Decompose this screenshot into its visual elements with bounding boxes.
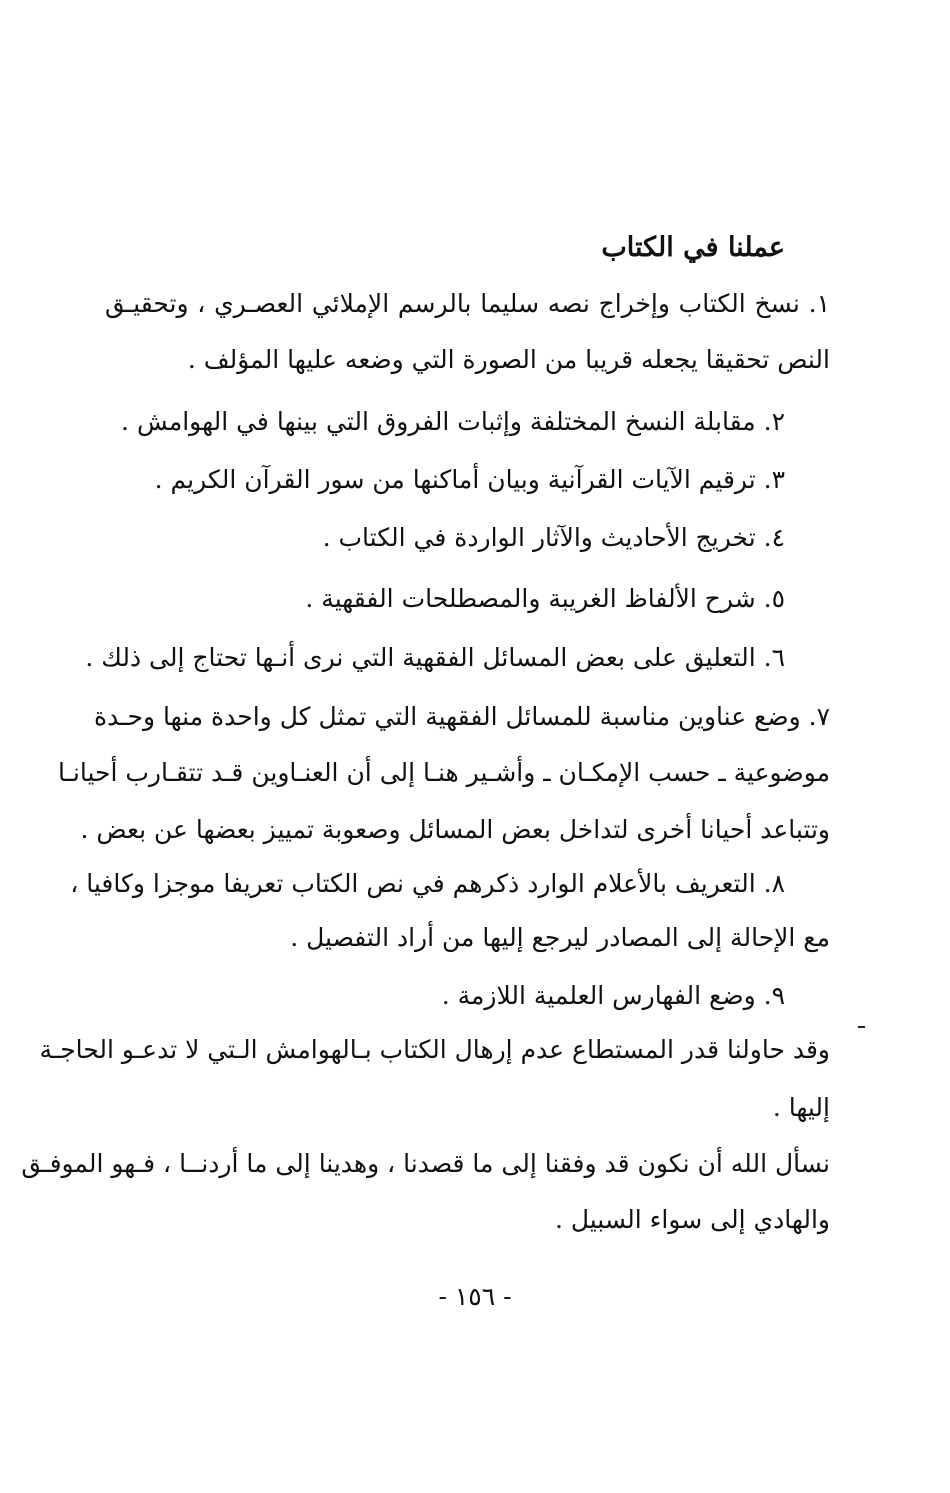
text-line: ١. نسخ الكتاب وإخراج نصه سليما بالرسم الإملائي العصـري ، وتحقيـق [105, 289, 830, 318]
text-line: ٤. تخريج الأحاديث والآثار الواردة في الكتاب . [322, 523, 785, 552]
text-line: ٢. مقابلة النسخ المختلفة وإثبات الفروق التي بينها في الهوامش . [121, 407, 785, 436]
text-line: ٨. التعريف بالأعلام الوارد ذكرهم في نص الكتاب تعريفا موجزا وكافيا ، [70, 869, 785, 898]
text-line: موضوعية ـ حسب الإمكـان ـ وأشـير هنـا إلى أن العنـاوين قـد تتقـارب أحيانـا [57, 758, 830, 787]
page-number: - ١٥٦ - [438, 1282, 512, 1311]
text-line: ٥. شرح الألفاظ الغريبة والمصطلحات الفقهية . [305, 584, 785, 613]
section-heading: عملنا في الكتاب [601, 232, 785, 263]
text-line: ٦. التعليق على بعض المسائل الفقهية التي نرى أنـها تحتاج إلى ذلك . [85, 643, 785, 672]
text-line: النص تحقيقا يجعله قريبا من الصورة التي وضعه عليها المؤلف . [187, 345, 830, 374]
text-line: ٩. وضع الفهارس العلمية اللازمة . [441, 981, 785, 1010]
text-line: وقد حاولنا قدر المستطاع عدم إرهال الكتاب بـالهوامش الـتي لا تدعـو الحاجـة [39, 1035, 830, 1064]
text-line: ٣. ترقيم الآيات القرآنية وبيان أماكنها من سور القرآن الكريم . [154, 465, 785, 494]
text-line: نسأل الله أن نكون قد وفقنا إلى ما قصدنا ، وهدينا إلى ما أردنــا ، فـهو الموفـق [21, 1149, 830, 1178]
stray-mark [858, 1026, 865, 1028]
text-line: مع الإحالة إلى المصادر ليرجع إليها من أراد التفصيل . [290, 923, 830, 952]
text-line: ٧. وضع عناوين مناسبة للمسائل الفقهية التي تمثل كل واحدة منها وحـدة [94, 702, 830, 731]
text-line: وتتباعد أحيانا أخرى لتداخل بعض المسائل وصعوبة تمييز بعضها عن بعض . [80, 815, 830, 844]
text-line: والهادي إلى سواء السبيل . [554, 1205, 830, 1234]
text-line: إليها . [772, 1093, 830, 1122]
